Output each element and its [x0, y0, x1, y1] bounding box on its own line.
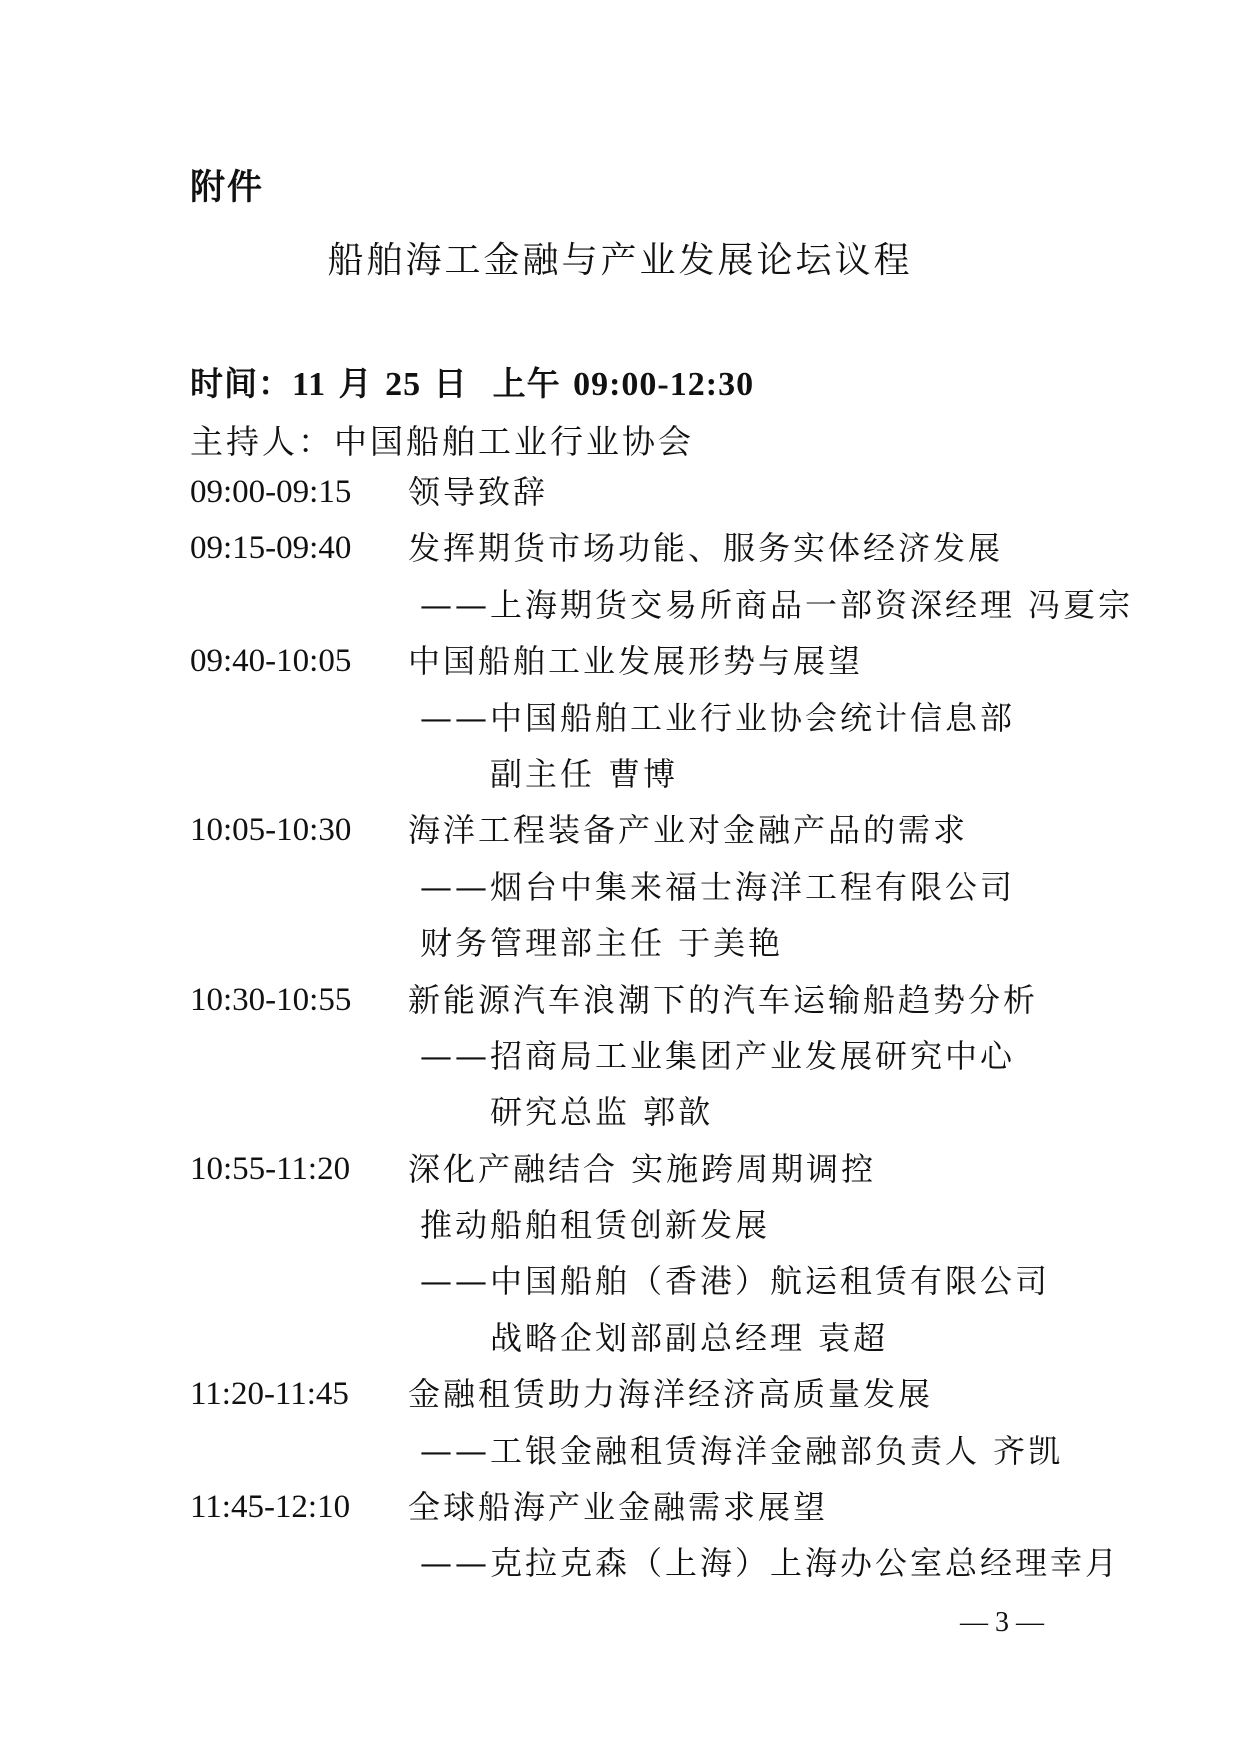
agenda-speaker: ——招商局工业集团产业发展研究中心	[420, 1036, 1016, 1075]
agenda-speaker: ——克拉克森（上海）上海办公室总经理幸月	[420, 1544, 1121, 1583]
agenda-speaker: ——上海期货交易所商品一部资深经理 冯夏宗	[420, 585, 1134, 624]
time-range: 09:00-12:30	[573, 366, 755, 403]
agenda-topic: 领导致辞	[408, 473, 549, 511]
agenda-item	[190, 1141, 1070, 1367]
agenda-item	[190, 972, 1070, 1141]
period: 上午	[492, 364, 561, 403]
agenda-item	[190, 520, 1134, 633]
agenda-speaker: ——烟台中集来福士海洋工程有限公司	[420, 867, 1016, 906]
agenda-time: 10:55-11:20	[190, 1150, 351, 1187]
agenda-topic: 海洋工程装备产业对金融产品的需求	[408, 811, 969, 850]
agenda-time: 09:15-09:40	[190, 530, 352, 567]
agenda-speaker-cont: 财务管理部主任 于美艳	[420, 924, 784, 963]
agenda-time: 10:30-10:55	[190, 981, 352, 1018]
day: 25	[385, 366, 422, 403]
session-time	[190, 358, 754, 405]
agenda-time: 10:05-10:30	[190, 812, 352, 849]
agenda-topic: 新能源汽车浪潮下的汽车运输船趋势分析	[408, 980, 1039, 1019]
agenda-item	[190, 633, 1070, 802]
agenda-time: 09:40-10:05	[190, 643, 352, 680]
page-title: 船舶海工金融与产业发展论坛议程	[327, 240, 913, 281]
host-line: 主持人：中国船舶工业行业协会	[190, 422, 694, 461]
agenda-topic: 金融租赁助力海洋经济高质量发展	[408, 1375, 934, 1414]
time-label: 时间：	[190, 364, 292, 403]
day-unit: 日	[433, 364, 468, 403]
agenda-topic: 全球船海产业金融需求展望	[408, 1488, 829, 1527]
agenda-time: 11:45-12:10	[190, 1489, 351, 1526]
agenda-topic: 深化产融结合 实施跨周期调控	[408, 1149, 877, 1188]
agenda-speaker: ——工银金融租赁海洋金融部负责人 齐凯	[420, 1431, 1064, 1470]
page-number: — 3 —	[960, 1607, 1044, 1638]
agenda-speaker-cont: 副主任 曹博	[490, 754, 679, 793]
agenda-item	[190, 464, 1070, 520]
agenda-item	[190, 802, 1070, 971]
agenda-speaker: ——中国船舶（香港）航运租赁有限公司	[420, 1262, 1051, 1301]
agenda-topic: 中国船舶工业发展形势与展望	[408, 642, 864, 681]
attachment-label: 附件	[190, 168, 265, 208]
agenda-time: 09:00-09:15	[190, 474, 352, 510]
agenda-speaker-cont: 研究总监 郭歆	[490, 1093, 714, 1132]
agenda-list	[190, 464, 1134, 1592]
agenda-speaker-cont: 战略企划部副总经理 袁超	[490, 1318, 889, 1357]
agenda-item	[190, 1366, 1070, 1479]
agenda-topic-cont: 推动船舶租赁创新发展	[420, 1206, 771, 1245]
agenda-item	[190, 1479, 1121, 1592]
month: 11	[292, 366, 327, 403]
agenda-time: 11:20-11:45	[190, 1376, 349, 1413]
month-unit: 月	[338, 364, 373, 403]
agenda-topic: 发挥期货市场功能、服务实体经济发展	[408, 529, 1004, 568]
agenda-speaker: ——中国船舶工业行业协会统计信息部	[420, 698, 1016, 737]
